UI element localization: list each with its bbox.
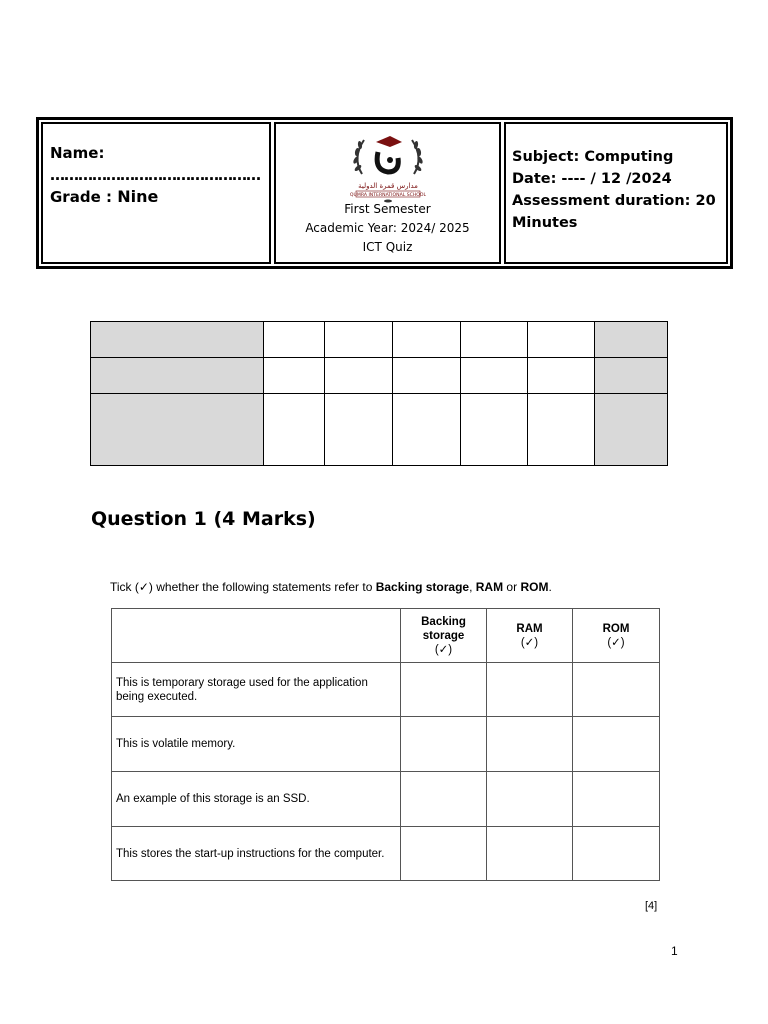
table-corner-cell: [112, 609, 401, 663]
statement-cell: This stores the start-up instructions for the computer.: [112, 827, 401, 881]
statement-cell: This is volatile memory.: [112, 717, 401, 772]
logo-arabic-text: مدارس قمرة الدولية: [357, 182, 418, 190]
tick-cell-backing[interactable]: [401, 717, 487, 772]
school-info-cell: [274, 122, 501, 264]
marks-grid-cell: [325, 322, 393, 358]
column-header-rom: ROM (✓): [573, 609, 660, 663]
marks-grid-cell: [393, 322, 461, 358]
school-logo: [338, 130, 438, 204]
column-header-backing-storage: Backing storage (✓): [401, 609, 487, 663]
marks-grid-cell: [264, 322, 325, 358]
header-block: [36, 117, 733, 269]
marks-grid-cell: [264, 358, 325, 394]
name-blank: ………………………………………: [50, 166, 260, 184]
tick-cell-backing[interactable]: [401, 663, 487, 717]
tick-cell-backing[interactable]: [401, 827, 487, 881]
tick-cell-ram[interactable]: [487, 827, 573, 881]
tick-cell-ram[interactable]: [487, 772, 573, 827]
question-1-instruction: Tick (✓) whether the following statements refer to Backing storage, RAM or ROM.: [110, 580, 552, 594]
marks-grid-cell: [325, 394, 393, 466]
table-row: [112, 827, 660, 881]
table-row: [112, 717, 660, 772]
name-label: Name:: [50, 144, 105, 162]
marks-grid-cell: [528, 394, 595, 466]
tick-cell-ram[interactable]: [487, 663, 573, 717]
duration-text: Assessment duration: 20 Minutes: [512, 193, 716, 231]
marks-grid-cell: [461, 322, 528, 358]
logo-text: QUMRA INTERNATIONAL SCHOOL: [349, 193, 426, 198]
marks-grid-cell: [91, 358, 264, 394]
subject-info-cell: [504, 122, 728, 264]
marks-grid-cell: [393, 358, 461, 394]
marks-grid-cell: [393, 394, 461, 466]
quiz-text: ICT Quiz: [362, 240, 413, 254]
marks-grid-cell: [595, 322, 668, 358]
question-1-marks: [4]: [645, 900, 658, 912]
question-1-title: Question 1 (4 Marks): [91, 508, 316, 530]
marks-grid-cell: [264, 394, 325, 466]
marks-grid-cell: [595, 394, 668, 466]
marks-grid-cell: [461, 394, 528, 466]
marks-grid-cell: [325, 358, 393, 394]
marks-grid-cell: [91, 322, 264, 358]
tick-cell-rom[interactable]: [573, 772, 660, 827]
grade-value: Nine: [117, 187, 159, 206]
marks-grid-cell: [595, 358, 668, 394]
marks-grid-cell: [528, 322, 595, 358]
table-row: [112, 663, 660, 717]
tick-cell-rom[interactable]: [573, 717, 660, 772]
tick-cell-backing[interactable]: [401, 772, 487, 827]
column-header-ram: RAM (✓): [487, 609, 573, 663]
academic-year-text: Academic Year: 2024/ 2025: [305, 221, 470, 235]
statement-cell: This is temporary storage used for the application being executed.: [112, 663, 401, 717]
marks-grid-cell: [528, 358, 595, 394]
marks-grid-cell: [91, 394, 264, 466]
statement-cell: An example of this storage is an SSD.: [112, 772, 401, 827]
page-number: 1: [671, 944, 678, 958]
student-info-cell: [41, 122, 271, 264]
storage-tick-table: [111, 608, 660, 881]
tick-cell-ram[interactable]: [487, 717, 573, 772]
grade-label: Grade :: [50, 188, 118, 206]
tick-cell-rom[interactable]: [573, 663, 660, 717]
date-text: Date: ---- / 12 /2024: [512, 171, 672, 187]
subject-text: Subject: Computing: [512, 149, 674, 165]
marks-grid: [90, 321, 668, 466]
tick-cell-rom[interactable]: [573, 827, 660, 881]
semester-text: First Semester: [344, 202, 431, 216]
table-row: [112, 772, 660, 827]
marks-grid-cell: [461, 358, 528, 394]
